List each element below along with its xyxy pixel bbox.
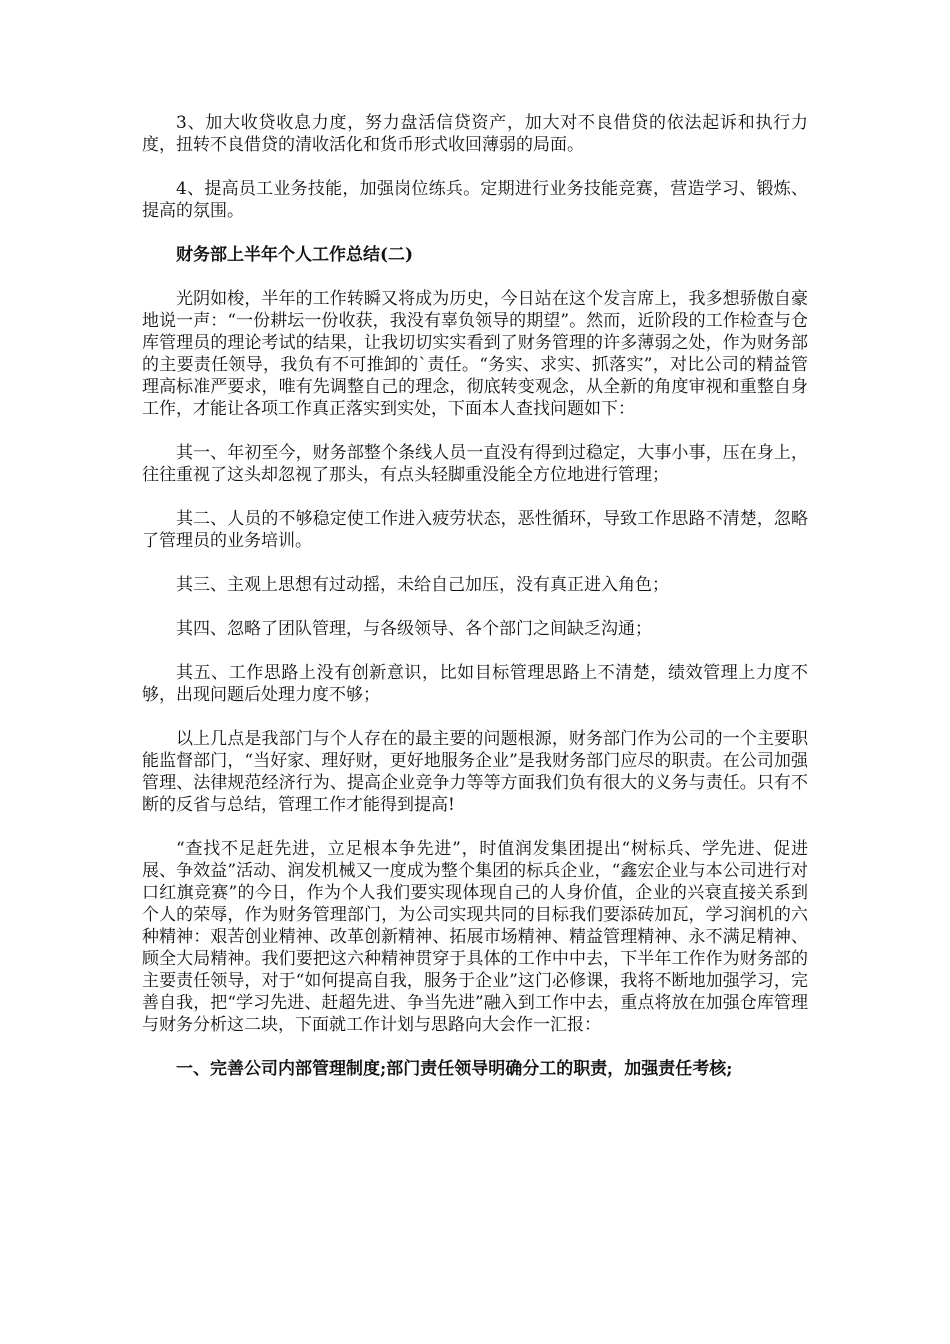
paragraph-issue-3: 其三、主观上思想有过动摇，未给自己加压，没有真正进入角色；	[176, 575, 669, 595]
plan-heading-1: 一、完善公司内部管理制度;部门责任领导明确分工的职责，加强责任考核;	[176, 1059, 733, 1079]
section-title: 财务部上半年个人工作总结(二)	[176, 245, 414, 265]
paragraph-intro: 光阴如梭，半年的工作转瞬又将成为历史，今日站在这个发言席上，我多想骄傲自豪地说一声：“一份耕坛一份收获，我没有辜负领导的期望”。然而，近阶段的工作检查与仓库管理员的理论考试的结果，让我切切实实看到了财务管理的许多薄弱之处，作为财务部的主要责任领导，我负有不可推卸的`责任。“务实、求实、抓落实”，对比公司的精益管理高标准严要求，唯有先调整自己的理念，彻底转变观念，从全新的角度审视和重整自身工作，才能让各项工作真正落实到实处，下面本人查找问题如下：	[142, 289, 808, 419]
paragraph-item-3: 3、加大收贷收息力度，努力盘活信贷资产，加大对不良借贷的依法起诉和执行力度，扭转不良借贷的清收活化和货币形式收回薄弱的局面。	[142, 113, 808, 155]
paragraph-issue-2: 其二、人员的不够稳定使工作进入疲劳状态，恶性循环，导致工作思路不清楚，忽略了管理员的业务培训。	[142, 509, 808, 551]
paragraph-issue-1: 其一、年初至今，财务部整个条线人员一直没有得到过稳定，大事小事，压在身上，往往重视了这头却忽视了那头，有点头轻脚重没能全方位地进行管理；	[142, 443, 808, 485]
paragraph-summary: 以上几点是我部门与个人存在的最主要的问题根源，财务部门作为公司的一个主要职能监督部门，“当好家、理好财，更好地服务企业”是我财务部门应尽的职责。在公司加强管理、法律规范经济行为、提高企业竞争力等等方面我们负有很大的义务与责任。只有不断的反省与总结，管理工作才能得到提高!	[142, 729, 808, 815]
paragraph-issue-5: 其五、工作思路上没有创新意识，比如目标管理思路上不清楚，绩效管理上力度不够，出现问题后处理力度不够；	[142, 663, 808, 705]
document-page	[142, 112, 808, 1080]
paragraph-plan: “查找不足赶先进，立足根本争先进”，时值润发集团提出“树标兵、学先进、促进展、争效益”活动、润发机械又一度成为整个集团的标兵企业，“鑫宏企业与本公司进行对口红旗竞赛”的今日，作为个人我们要实现体现自己的人身价值，企业的兴衰直接关系到个人的荣辱，作为财务管理部门，为公司实现共同的目标我们要添砖加瓦，学习润机的六种精神：艰苦创业精神、改革创新精神、拓展市场精神、精益管理精神、永不满足精神、顾全大局精神。我们要把这六种精神贯穿于具体的工作中中去，下半年工作作为财务部的主要责任领导，对于“如何提高自我，服务于企业”这门必修课，我将不断地加强学习，完善自我，把“学习先进、赶超先进、争当先进”融入到工作中去，重点将放在加强仓库管理与财务分析这二块，下面就工作计划与思路向大会作一汇报：	[142, 839, 808, 1035]
paragraph-item-4: 4、提高员工业务技能，加强岗位练兵。定期进行业务技能竞赛，营造学习、锻炼、提高的氛围。	[142, 179, 808, 221]
paragraph-issue-4: 其四、忽略了团队管理，与各级领导、各个部门之间缺乏沟通；	[176, 619, 652, 639]
